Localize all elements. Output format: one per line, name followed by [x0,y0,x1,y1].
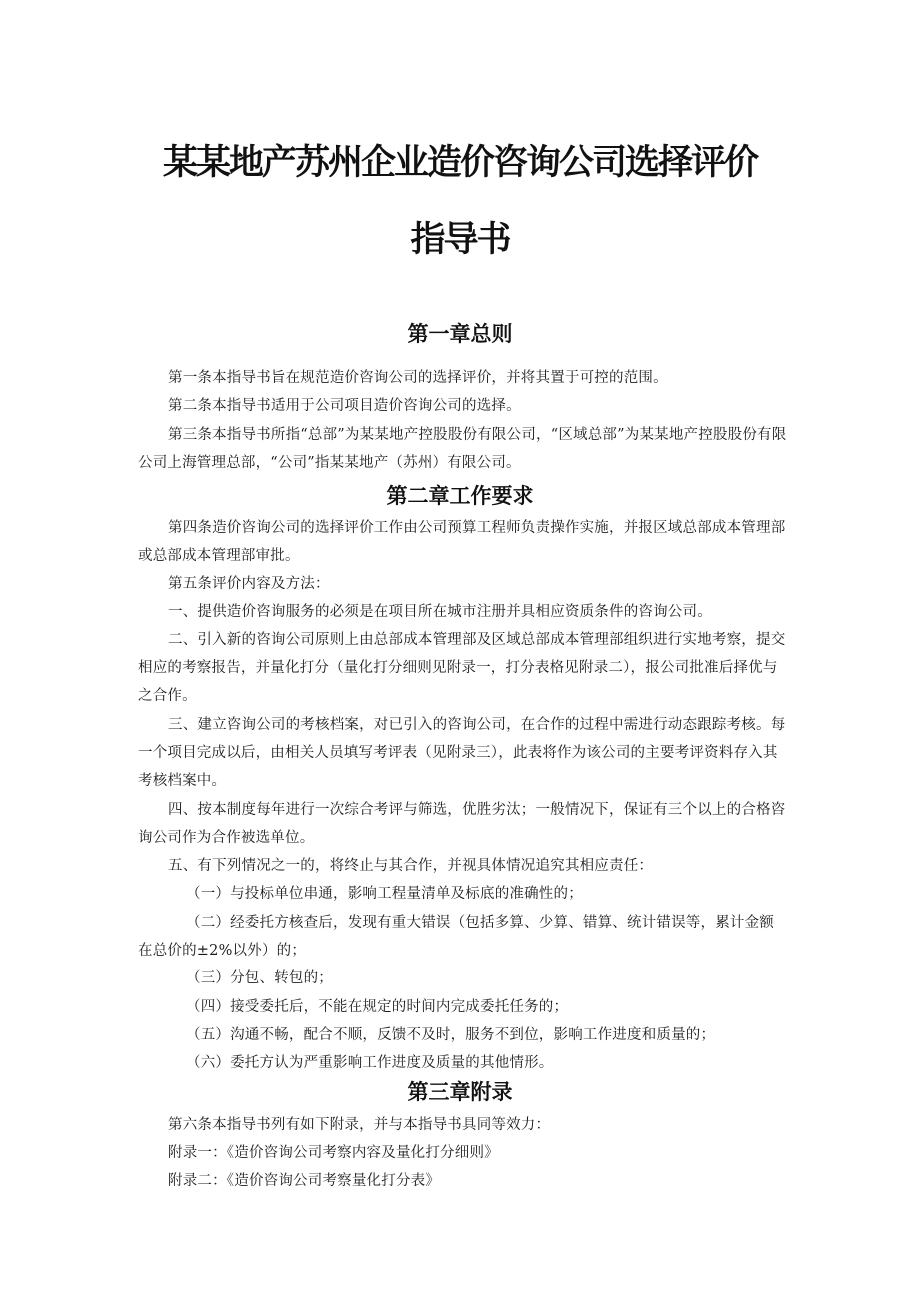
article-2: 第二条本指导书适用于公司项目造价咨询公司的选择。 [168,398,521,414]
appendix-2: 附录二：《造价咨询公司考察量化打分表》 [168,1173,441,1189]
article-3: 第三条本指导书所指“总部”为某某地产控股股份有限公司，“区域总部”为某某地产控股股份有限公司上海管理总部，“公司”指某某地产（苏州）有限公司。 [138,427,787,471]
document-title-line-1: 某某地产苏州企业造价咨询公司选择评价 [162,143,757,183]
termination-case-2: （二）经委托方核查后，发现有重大错误（包括多算、少算、错算、统计错误等，累计金额在总价的±2%以外）的； [138,915,774,959]
requirement-item-5: 五、有下列情况之一的，将终止与其合作，并视具体情况追究其相应责任： [168,858,654,874]
termination-case-3: （三）分包、转包的； [186,970,333,986]
termination-case-4: （四）接受委托后，不能在规定的时间内完成委托任务的； [186,999,569,1015]
termination-case-6: （六）委托方认为严重影响工作进度及质量的其他情形。 [186,1055,554,1071]
article-4: 第四条造价咨询公司的选择评价工作由公司预算工程师负责操作实施，并报区域总部成本管理部或总部成本管理部审批。 [138,520,786,564]
chapter-3-heading: 第三章附录 [407,1080,513,1104]
requirement-item-3: 三、建立咨询公司的考核档案，对已引入的咨询公司，在合作的过程中需进行动态跟踪考核。每一个项目完成以后，由相关人员填写考评表（见附录三），此表将作为该公司的主要考评资料存入其考核档案中。 [138,717,786,789]
chapter-1-heading: 第一章总则 [407,322,513,346]
requirement-item-4: 四、按本制度每年进行一次综合考评与筛选，优胜劣汰；一般情况下，保证有三个以上的合格咨询公司作为合作被选单位。 [138,802,786,846]
termination-case-5: （五）沟通不畅，配合不顺，反馈不及时，服务不到位，影响工作进度和质量的； [186,1027,716,1043]
requirement-item-1: 一、提供造价咨询服务的必须是在项目所在城市注册并具相应资质条件的咨询公司。 [168,604,712,620]
requirement-item-2: 二、引入新的咨询公司原则上由总部成本管理部及区域总部成本管理部组织进行实地考察，提交相应的考察报告，并量化打分（量化打分细则见附录一，打分表格见附录二），报公司批准后择优与之合作。 [138,632,786,704]
appendix-1: 附录一：《造价咨询公司考察内容及量化打分细则》 [168,1145,499,1161]
chapter-2-heading: 第二章工作要求 [386,484,534,508]
termination-case-1: （一）与投标单位串通，影响工程量清单及标底的准确性的； [186,886,583,902]
article-5: 第五条评价内容及方法： [168,576,330,592]
document-title-line-2: 指导书 [410,220,510,260]
article-6: 第六条本指导书列有如下附录，并与本指导书具同等效力： [168,1117,551,1133]
article-1: 第一条本指导书旨在规范造价咨询公司的选择评价，并将其置于可控的范围。 [168,370,668,386]
